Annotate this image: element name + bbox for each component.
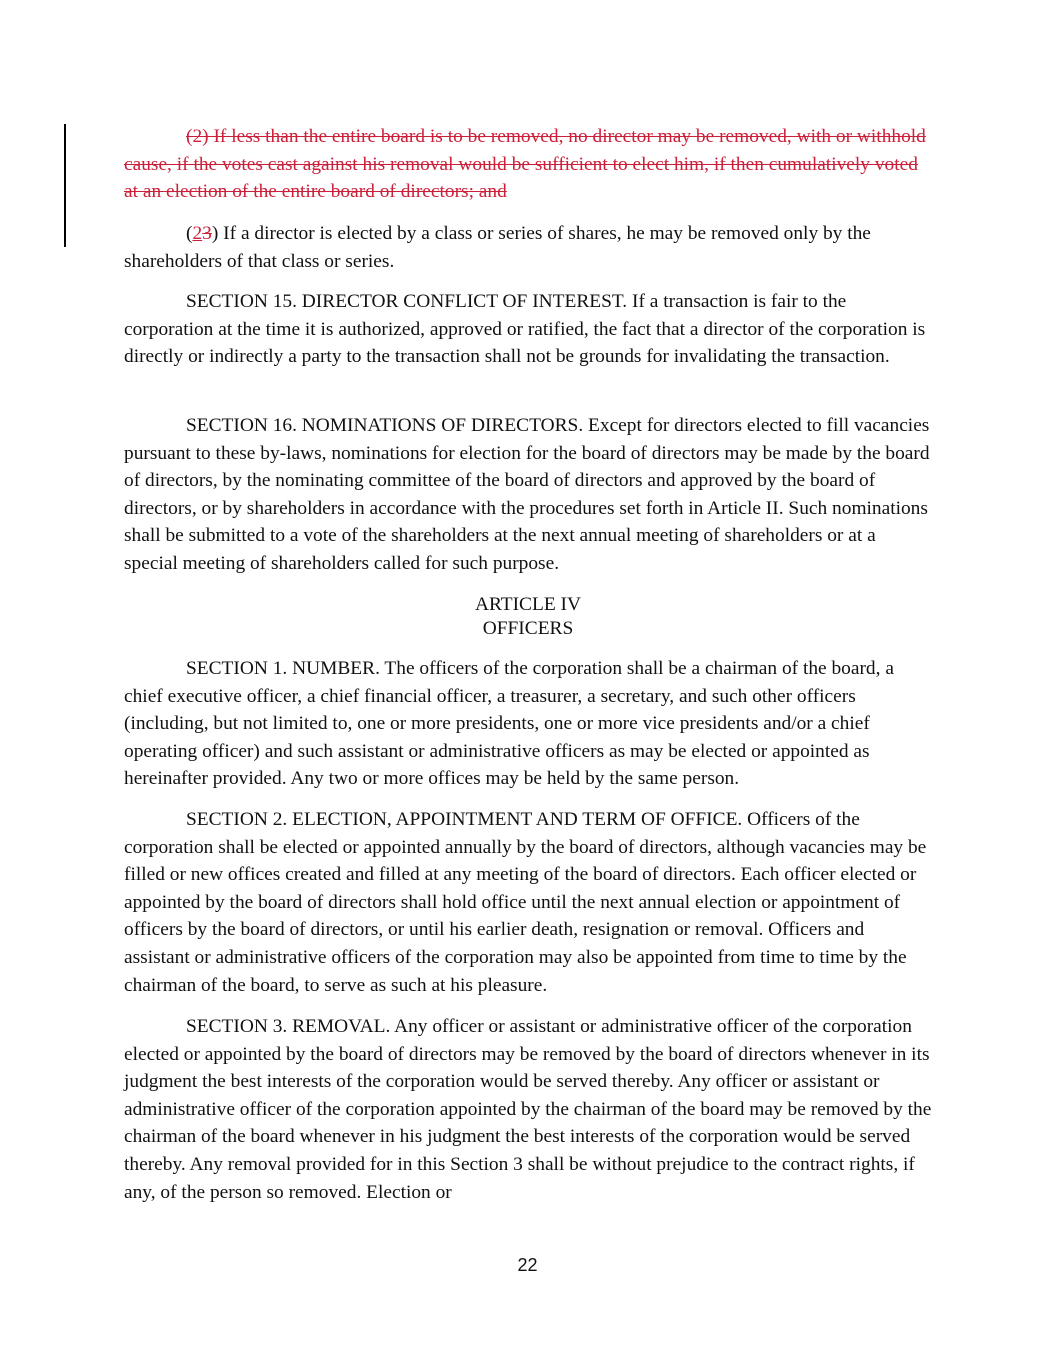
article-heading-number: ARTICLE IV xyxy=(474,594,581,615)
deleted-paragraph-clause-2: (2) If less than the entire board is to be removed, no director may be removed, with or withhold cause, if the votes cast against his removal would be sufficient to elect him, if then cumulatively voted at an election of the entire board of directors; and xyxy=(124,126,926,203)
deleted-number: 3 xyxy=(202,223,212,244)
paren-open: ( xyxy=(186,223,193,244)
article-iv-section-1-paragraph: SECTION 1. NUMBER. The officers of the corporation shall be a chairman of the board, a chief executive officer, a chief financial officer, a treasurer, a secretary, and such other officers (including, but not limited to, one or more presidents, one or more vice presidents and/or a chief operating officer) and such assistant or administrative officers as may be elected or appointed as hereinafter provided. Any two or more offices may be held by the same person. xyxy=(124,658,894,790)
article-iv-section-2-paragraph: SECTION 2. ELECTION, APPOINTMENT AND TERM OF OFFICE. Officers of the corporation shall be elected or appointed annually by the board of directors, although vacancies may be filled or new offices created and filled at any meeting of the board of directors. Each officer elected or appointed by the board of directors shall hold office until the next annual election or appointment of officers by the board of directors, or until his earlier death, resignation or removal. Officers and assistant or administrative officers of the corporation may also be appointed from time to time by the chairman of the board, to serve as such at his pleasure. xyxy=(124,809,927,996)
revision-change-bar xyxy=(64,124,66,247)
paragraph-clause-2 xyxy=(124,220,932,275)
clause-text: ) If a director is elected by a class or series of shares, he may be removed only by the shareholders of that class or series. xyxy=(124,223,871,272)
article-iv-section-3-paragraph: SECTION 3. REMOVAL. Any officer or assistant or administrative officer of the corporation elected or appointed by the board of directors may be removed by the board of directors whenever in its judgment the best interests of the corporation would be served thereby. Any officer or assistant or administrative officer of the corporation appointed by the chairman of the board may be removed by the chairman of the board whenever in his judgment the best interests of the corporation would be served thereby. Any removal provided for in this Section 3 shall be without prejudice to the contract rights, if any, of the person so removed. Election or xyxy=(124,1016,932,1203)
inserted-number: 2 xyxy=(192,223,203,244)
article-heading-title: OFFICERS xyxy=(482,618,574,639)
section-16-paragraph: SECTION 16. NOMINATIONS OF DIRECTORS. Except for directors elected to fill vacancies pursuant to these by-laws, nominations for election for the board of directors may be made by the board of directors, by the nominating committee of the board of directors and approved by the board of directors, or by shareholders in accordance with the procedures set forth in Article II. Such nominations shall be submitted to a vote of the shareholders at the next annual meeting of shareholders or at a special meeting of shareholders called for such purpose. xyxy=(124,415,930,574)
page-number: 22 xyxy=(517,1255,538,1275)
section-15-paragraph: SECTION 15. DIRECTOR CONFLICT OF INTEREST. If a transaction is fair to the corporation at the time it is authorized, approved or ratified, the fact that a director of the corporation is directly or indirectly a party to the transaction shall not be grounds for invalidating the transaction. xyxy=(124,291,926,368)
